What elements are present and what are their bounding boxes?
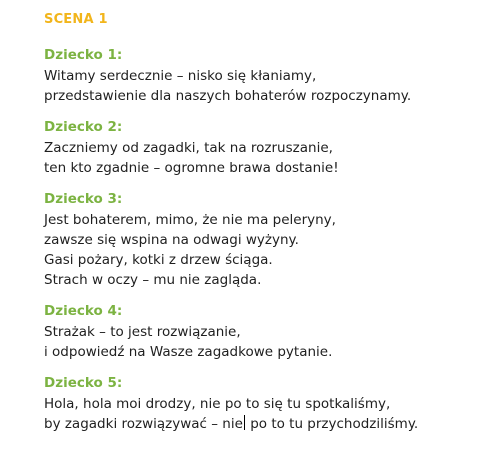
dialogue-line[interactable]: przedstawienie dla naszych bohaterów rozpoczynamy. bbox=[44, 88, 412, 104]
document-page bbox=[44, 12, 474, 446]
text-cursor bbox=[244, 415, 245, 430]
speaker-label: Dziecko 4: bbox=[44, 303, 123, 319]
dialogue-line[interactable]: Jest bohaterem, mimo, że nie ma peleryny, bbox=[44, 212, 336, 228]
speaker-label: Dziecko 5: bbox=[44, 375, 123, 391]
dialogue-line[interactable]: Strach w oczy – mu nie zagląda. bbox=[44, 272, 262, 288]
dialogue-line[interactable]: Gasi pożary, kotki z drzew ściąga. bbox=[44, 252, 273, 268]
dialogue-line-with-cursor[interactable] bbox=[44, 414, 474, 434]
dialogue-line[interactable]: Strażak – to jest rozwiązanie, bbox=[44, 324, 241, 340]
dialogue-block bbox=[44, 302, 474, 362]
dialogue-line[interactable]: i odpowiedź na Wasze zagadkowe pytanie. bbox=[44, 344, 333, 360]
dialogue-block bbox=[44, 190, 474, 290]
speaker-label: Dziecko 1: bbox=[44, 47, 123, 63]
dialogue-line[interactable]: zawsze się wspina na odwagi wyżyny. bbox=[44, 232, 299, 248]
dialogue-line[interactable]: Zaczniemy od zagadki, tak na rozruszanie, bbox=[44, 140, 333, 156]
speaker-label: Dziecko 3: bbox=[44, 191, 123, 207]
text-before-cursor: by zagadki rozwiązywać – nie bbox=[44, 416, 243, 432]
dialogue-line[interactable]: Hola, hola moi drodzy, nie po to się tu spotkaliśmy, bbox=[44, 396, 391, 412]
dialogue-block bbox=[44, 46, 474, 106]
speaker-label: Dziecko 2: bbox=[44, 119, 123, 135]
dialogue-block bbox=[44, 374, 474, 434]
dialogue-line[interactable]: Witamy serdecznie – nisko się kłaniamy, bbox=[44, 68, 317, 84]
dialogue-line[interactable]: ten kto zgadnie – ogromne brawa dostanie! bbox=[44, 160, 339, 176]
dialogue-block bbox=[44, 118, 474, 178]
text-after-cursor: po to tu przychodziliśmy. bbox=[245, 416, 419, 432]
scene-title: SCENA 1 bbox=[44, 12, 108, 27]
